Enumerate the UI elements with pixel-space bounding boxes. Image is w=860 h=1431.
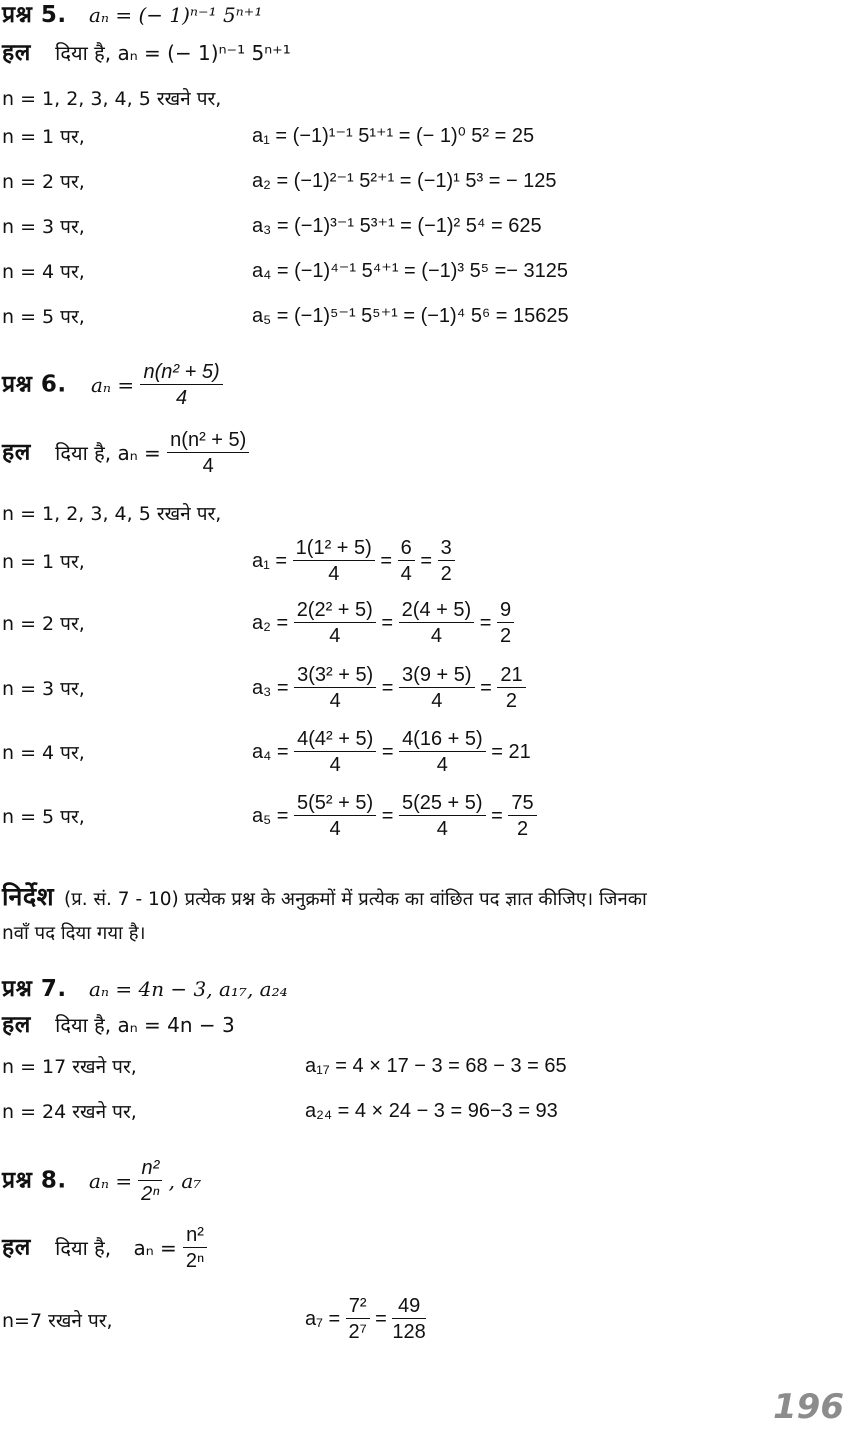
directive-label: निर्देश — [2, 882, 55, 911]
fraction — [346, 1296, 370, 1342]
q6-heading — [2, 362, 223, 408]
formula-fraction — [138, 1158, 162, 1204]
row-label: n = 4 पर, — [2, 742, 85, 764]
row-lhs: a₇ = — [305, 1308, 341, 1330]
fraction-denominator: 2ⁿ — [185, 1250, 205, 1272]
fraction-numerator: n² — [138, 1158, 162, 1181]
fraction — [392, 1296, 425, 1342]
question-label: प्रश्न 6. — [2, 371, 67, 398]
fraction-numerator: 2(4 + 5) — [399, 600, 474, 623]
given-text: दिया है, aₙ = 4n − 3 — [55, 1013, 235, 1037]
q7-given — [2, 1014, 235, 1037]
fraction-numerator: n(n² + 5) — [167, 430, 249, 453]
q7-heading — [2, 978, 288, 1001]
equals-sign: = — [381, 612, 394, 634]
question-label: प्रश्न 5. — [2, 2, 67, 28]
directive-line-1 — [2, 884, 647, 910]
fraction-denominator: 4 — [329, 690, 341, 712]
question-formula: aₙ = 4n − 3, a₁₇, a₂₄ — [88, 977, 288, 1001]
row-result: = 21 — [491, 741, 531, 763]
fraction — [294, 793, 376, 839]
row-label: n = 3 पर, — [2, 678, 85, 700]
given-fraction — [183, 1225, 207, 1271]
fraction-numerator: 6 — [398, 538, 415, 561]
fraction-denominator: 4 — [400, 563, 412, 585]
row-label: n = 2 पर, — [2, 171, 85, 193]
row-label: n = 1 पर, — [2, 551, 85, 573]
given-text: दिया है, aₙ = (− 1)ⁿ⁻¹ 5ⁿ⁺¹ — [55, 41, 291, 65]
row-label: n = 1 पर, — [2, 126, 85, 148]
formula-tail: , a₇ — [168, 1169, 202, 1193]
fraction-numerator: n² — [183, 1225, 207, 1248]
question-formula: aₙ = (− 1)ⁿ⁻¹ 5ⁿ⁺¹ — [88, 3, 263, 27]
fraction-numerator: 49 — [392, 1296, 425, 1319]
equals-sign: = — [381, 741, 394, 763]
row-equation — [252, 793, 537, 839]
fraction-denominator: 4 — [431, 690, 443, 712]
q5-given — [2, 42, 291, 65]
fraction-denominator: 4 — [176, 387, 188, 409]
fraction-denominator: 128 — [392, 1321, 426, 1343]
fraction — [399, 600, 474, 646]
equals-sign: = — [375, 1308, 387, 1330]
equals-sign: = — [491, 805, 503, 827]
equals-sign: = — [380, 550, 393, 572]
formula-fraction — [140, 362, 222, 408]
row-label: n=7 रखने पर, — [2, 1310, 113, 1332]
row-lhs: a₂ = — [252, 612, 289, 634]
q8-heading — [2, 1158, 201, 1204]
row-label: n = 5 पर, — [2, 806, 85, 828]
fraction-numerator: 3(9 + 5) — [399, 665, 474, 688]
fraction-denominator: 4 — [328, 563, 340, 585]
row-equation: a₃ = (−1)³⁻¹ 5³⁺¹ = (−1)² 5⁴ = 625 — [252, 215, 542, 237]
row-label: n = 24 रखने पर, — [2, 1101, 137, 1123]
equals-sign: = — [480, 677, 492, 699]
equals-sign: = — [420, 550, 433, 572]
fraction — [398, 538, 415, 584]
fraction-numerator: 5(25 + 5) — [399, 793, 486, 816]
question-label: प्रश्न 7. — [2, 976, 67, 1002]
row-equation — [305, 1296, 426, 1342]
given-fraction — [167, 430, 249, 476]
row-equation: a₁₇ = 4 × 17 − 3 = 68 − 3 = 65 — [305, 1055, 567, 1077]
fraction-denominator: 4 — [329, 818, 341, 840]
q8-given — [2, 1225, 207, 1271]
fraction — [293, 538, 375, 584]
row-lhs: a₅ = — [252, 805, 289, 827]
fraction — [399, 729, 486, 775]
row-lhs: a₁ = — [252, 550, 288, 572]
directive-line-2: nवाँ पद दिया गया है। — [2, 923, 146, 944]
fraction — [399, 665, 474, 711]
row-equation — [252, 729, 531, 775]
fraction-numerator: 4(4² + 5) — [294, 729, 376, 752]
q5-putting: n = 1, 2, 3, 4, 5 रखने पर, — [2, 88, 222, 110]
row-label: n = 4 पर, — [2, 261, 85, 283]
row-equation: a₁ = (−1)¹⁻¹ 5¹⁺¹ = (− 1)⁰ 5² = 25 — [252, 125, 535, 147]
fraction-numerator: 2(2² + 5) — [294, 600, 376, 623]
fraction-denominator: 4 — [436, 818, 448, 840]
solution-label: हल — [2, 1012, 31, 1038]
fraction — [497, 600, 514, 646]
equals-sign: = — [381, 677, 394, 699]
given-text: दिया है, aₙ = — [55, 441, 161, 465]
row-equation — [252, 600, 514, 646]
formula-lhs: aₙ = — [90, 373, 135, 397]
formula-lhs: aₙ = — [88, 1169, 133, 1193]
fraction-numerator: 1(1² + 5) — [293, 538, 375, 561]
fraction — [399, 793, 486, 839]
fraction-numerator: 9 — [497, 600, 514, 623]
solution-label: हल — [2, 40, 31, 66]
fraction-numerator: 3(3² + 5) — [294, 665, 376, 688]
row-equation — [252, 665, 526, 711]
fraction-denominator: 4 — [436, 754, 448, 776]
fraction-denominator: 4 — [202, 455, 214, 477]
fraction-numerator: 5(5² + 5) — [294, 793, 376, 816]
row-label: n = 17 रखने पर, — [2, 1056, 137, 1078]
given-text: दिया है, — [55, 1236, 112, 1260]
fraction — [294, 729, 376, 775]
equals-sign: = — [381, 805, 394, 827]
fraction-denominator: 2⁷ — [348, 1321, 367, 1343]
q5-heading — [2, 4, 262, 27]
fraction-denominator: 4 — [329, 754, 341, 776]
row-equation: a₅ = (−1)⁵⁻¹ 5⁵⁺¹ = (−1)⁴ 5⁶ = 15625 — [252, 305, 569, 327]
row-lhs: a₃ = — [252, 677, 289, 699]
row-label: n = 3 पर, — [2, 216, 85, 238]
fraction-numerator: 4(16 + 5) — [399, 729, 486, 752]
q6-putting: n = 1, 2, 3, 4, 5 रखने पर, — [2, 503, 222, 525]
fraction-denominator: 2 — [499, 625, 512, 647]
equals-sign: = — [479, 612, 492, 634]
directive-text: (प्र. सं. 7 - 10) प्रत्येक प्रश्न के अनुक्रमों में प्रत्येक का वांछित पद ज्ञात कीजिए। जिनका — [64, 889, 647, 910]
row-label: n = 2 पर, — [2, 613, 85, 635]
given-lhs: aₙ = — [133, 1236, 177, 1260]
fraction-denominator: 2 — [505, 690, 518, 712]
row-lhs: a₄ = — [252, 741, 289, 763]
page-number: 196 — [773, 1387, 844, 1427]
fraction-numerator: 3 — [438, 538, 455, 561]
fraction-numerator: 21 — [497, 665, 525, 688]
row-equation — [252, 538, 455, 584]
fraction — [294, 600, 376, 646]
solution-label: हल — [2, 439, 31, 466]
fraction-denominator: 4 — [329, 625, 341, 647]
fraction — [508, 793, 536, 839]
q6-given — [2, 430, 249, 476]
fraction-denominator: 2ⁿ — [141, 1183, 160, 1205]
fraction-denominator: 4 — [430, 625, 442, 647]
solution-label: हल — [2, 1234, 31, 1261]
fraction — [497, 665, 525, 711]
row-label: n = 5 पर, — [2, 306, 85, 328]
question-label: प्रश्न 8. — [2, 1167, 67, 1194]
fraction — [294, 665, 376, 711]
fraction-denominator: 2 — [516, 818, 529, 840]
fraction-numerator: n(n² + 5) — [140, 362, 222, 385]
fraction-numerator: 75 — [508, 793, 536, 816]
fraction-numerator: 7² — [346, 1296, 370, 1319]
row-equation: a₂ = (−1)²⁻¹ 5²⁺¹ = (−1)¹ 5³ = − 125 — [252, 170, 557, 192]
fraction — [438, 538, 455, 584]
row-equation: a₂₄ = 4 × 24 − 3 = 96−3 = 93 — [305, 1100, 558, 1122]
fraction-denominator: 2 — [440, 563, 452, 585]
row-equation: a₄ = (−1)⁴⁻¹ 5⁴⁺¹ = (−1)³ 5⁵ =− 3125 — [252, 260, 569, 282]
